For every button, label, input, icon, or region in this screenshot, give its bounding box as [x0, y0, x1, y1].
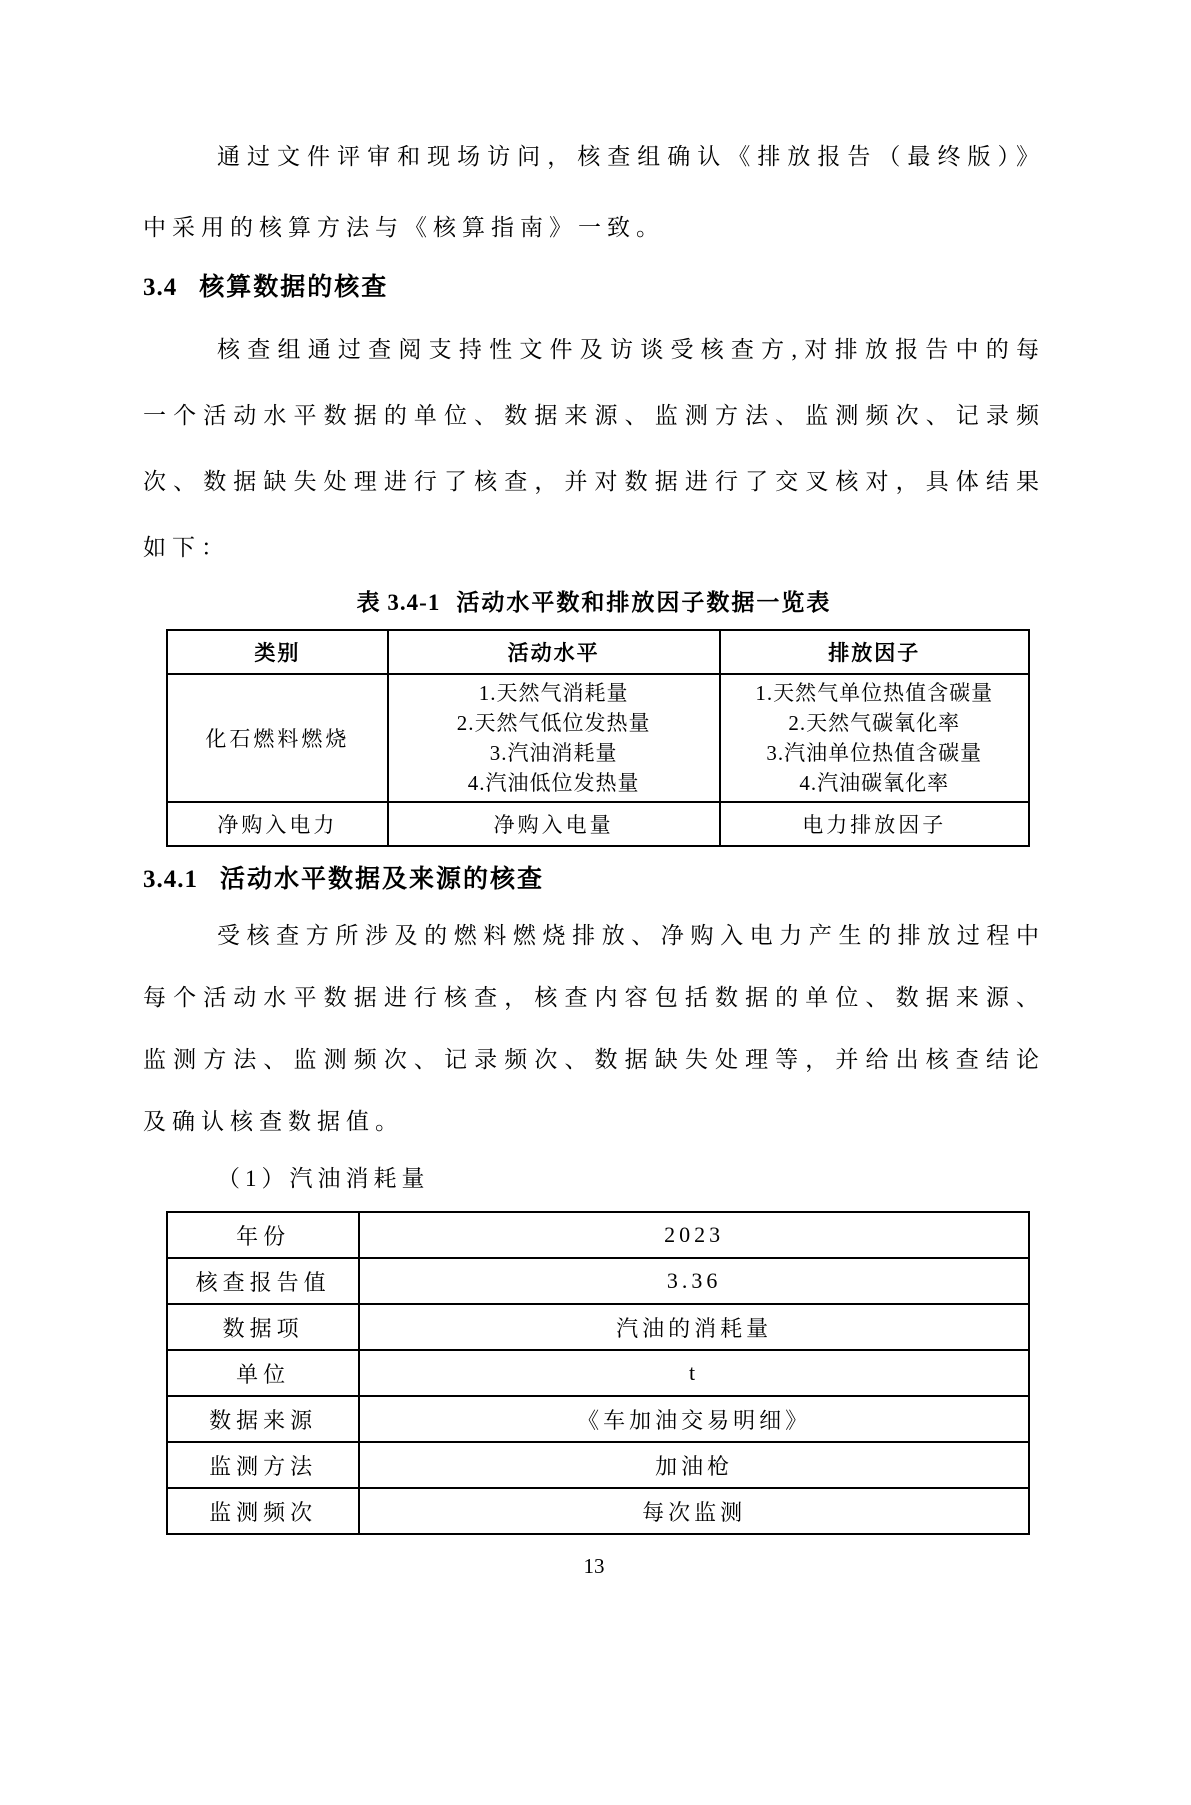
- row-report-value: [167, 1258, 1029, 1304]
- row-value: 《车加油交易明细》: [359, 1396, 1029, 1442]
- row-label: 监测方法: [167, 1442, 359, 1488]
- list-item-gasoline-consumption: （1）汽油消耗量: [217, 1166, 430, 1191]
- row-value: 2023: [359, 1212, 1029, 1258]
- row-value: 加油枪: [359, 1442, 1029, 1488]
- paragraph-line: 通过文件评审和现场访问，核查组确认《排放报告（最终版）》: [217, 144, 1045, 169]
- column-header-category: 类别: [167, 630, 388, 674]
- table-caption-3-4-1: [143, 587, 1045, 619]
- row-value: 3.36: [359, 1258, 1029, 1304]
- heading-number: 3.4.1: [143, 866, 198, 893]
- activity-emission-factor-table: [166, 629, 1030, 847]
- paragraph-verification-process: [143, 317, 1045, 581]
- cell-factor-list: [720, 674, 1029, 802]
- section-heading-3-4: [143, 271, 1045, 305]
- document-page: [0, 121, 1191, 1805]
- row-value: 汽油的消耗量: [359, 1304, 1029, 1350]
- cell-factor-power: 电力排放因子: [720, 802, 1029, 846]
- fossil-fuel-row: [167, 674, 1029, 802]
- cell-activity-power: 净购入电量: [388, 802, 720, 846]
- table-caption-label: 表 3.4-1: [356, 590, 441, 615]
- cell-category-fossil: 化石燃料燃烧: [167, 674, 388, 802]
- heading-title: 核算数据的核查: [199, 274, 389, 301]
- row-label: 年份: [167, 1212, 359, 1258]
- cell-line: 3.汽油消耗量: [489, 741, 618, 765]
- heading-number: 3.4: [143, 274, 178, 301]
- column-header-emission-factor: 排放因子: [720, 630, 1029, 674]
- paragraph-line: 一个活动水平数据的单位、数据来源、监测方法、监测频次、记录频: [143, 403, 1045, 428]
- row-value: 每次监测: [359, 1488, 1029, 1534]
- purchased-electricity-row: [167, 802, 1029, 846]
- table-caption-title: 活动水平数和排放因子数据一览表: [456, 590, 832, 615]
- paragraph-line: 中采用的核算方法与《核算指南》一致。: [143, 215, 665, 240]
- cell-line: 4.汽油碳氧化率: [799, 771, 950, 795]
- row-monitoring-frequency: [167, 1488, 1029, 1534]
- cell-line: 2.天然气低位发热量: [456, 711, 651, 735]
- paragraph-line: 每个活动水平数据进行核查，核查内容包括数据的单位、数据来源、: [143, 985, 1045, 1010]
- row-monitoring-method: [167, 1442, 1029, 1488]
- row-data-item: [167, 1304, 1029, 1350]
- row-label: 核查报告值: [167, 1258, 359, 1304]
- row-label: 数据来源: [167, 1396, 359, 1442]
- section-heading-3-4-1: [143, 863, 1045, 897]
- column-header-activity-level: 活动水平: [388, 630, 720, 674]
- row-label: 数据项: [167, 1304, 359, 1350]
- cell-line: 1.天然气消耗量: [478, 681, 629, 705]
- heading-title: 活动水平数据及来源的核查: [220, 866, 545, 893]
- cell-activity-list: [388, 674, 720, 802]
- paragraph-line: 如下：: [143, 535, 230, 560]
- paragraph-line: 受核查方所涉及的燃料燃烧排放、净购入电力产生的排放过程中: [217, 923, 1045, 948]
- row-year: [167, 1212, 1029, 1258]
- table-header-row: [167, 630, 1029, 674]
- row-data-source: [167, 1396, 1029, 1442]
- cell-line: 4.汽油低位发热量: [467, 771, 640, 795]
- row-label: 单位: [167, 1350, 359, 1396]
- paragraph-line: 及确认核查数据值。: [143, 1109, 404, 1134]
- cell-line: 2.天然气碳氧化率: [788, 711, 961, 735]
- paragraph-method-confirmation: [143, 121, 1045, 263]
- gasoline-consumption-table: [166, 1211, 1030, 1535]
- cell-line: 1.天然气单位热值含碳量: [755, 681, 994, 705]
- row-value: t: [359, 1350, 1029, 1396]
- cell-category-power: 净购入电力: [167, 802, 388, 846]
- cell-line: 3.汽油单位热值含碳量: [766, 741, 983, 765]
- paragraph-line: 次、数据缺失处理进行了核查，并对数据进行了交叉核对，具体结果: [143, 469, 1045, 494]
- paragraph-activity-data-verification: [143, 905, 1045, 1153]
- page-number: 13: [583, 1554, 605, 1578]
- row-unit: [167, 1350, 1029, 1396]
- paragraph-line: 核查组通过查阅支持性文件及访谈受核查方,对排放报告中的每: [217, 337, 1045, 362]
- row-label: 监测频次: [167, 1488, 359, 1534]
- paragraph-line: 监测方法、监测频次、记录频次、数据缺失处理等，并给出核查结论: [143, 1047, 1045, 1072]
